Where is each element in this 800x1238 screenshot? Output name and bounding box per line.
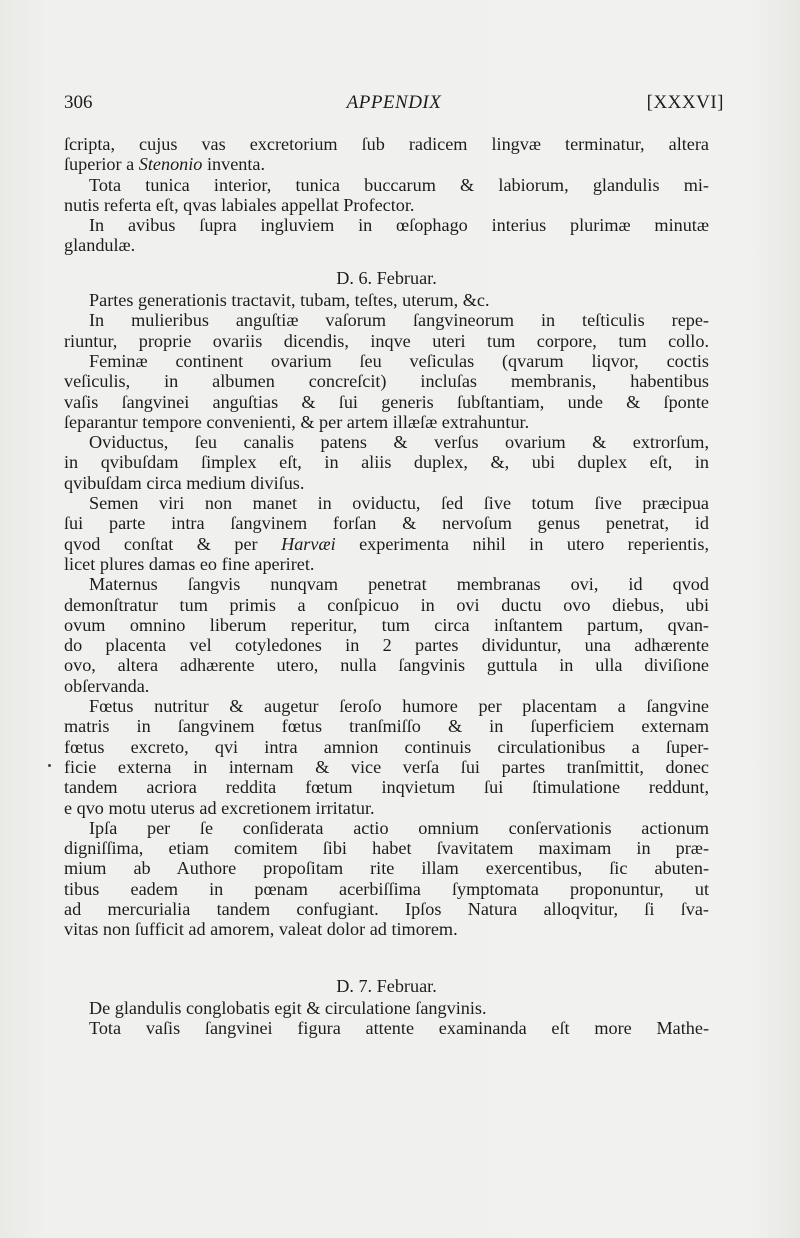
text-line: In avibus ſupra ingluviem in œſophago interius plurimæ minutæ: [89, 215, 709, 236]
text-line: Fœtus nutritur & augetur ſeroſo humore per placentam a ſangvine: [89, 696, 709, 717]
section-heading: D. 6. Februar.: [336, 267, 437, 288]
text-line: ſcripta, cujus vas excretorium ſub radicem lingvæ terminatur, altera: [64, 134, 709, 154]
text-line: mium ab Authore propoſitam rite illam exercentibus, ſic abuten-: [64, 858, 709, 879]
text-line: Oviductus, ſeu canalis patens & verſus ovarium & extrorſum,: [89, 432, 709, 453]
text-line: tibus eadem in pœnam acerbiſſima ſymptomata proponuntur, ut: [64, 878, 709, 899]
section-heading: D. 7. Februar.: [336, 975, 437, 996]
text-line: ad mercurialia tandem confugiant. Ipſos Natura alloqvitur, ſi ſva-: [64, 898, 709, 919]
text-line: Maternus ſangvis nunqvam penetrat membranas ovi, id qvod: [89, 574, 709, 595]
text-line: do placenta vel cotyledones in 2 partes dividuntur, una adhærente: [64, 635, 709, 656]
page-number: 306: [64, 92, 93, 113]
text-line: ſuperior a Stenonio inventa.: [64, 154, 266, 175]
text-line: ovum omnino liberum reperitur, tum circa inſtantem partum, qvan-: [64, 614, 709, 635]
section-gap: [89, 940, 709, 964]
text-line: vitas non ſufficit ad amorem, valeat dolor ad timorem.: [64, 919, 458, 940]
text-line: Tota tunica interior, tunica buccarum & labiorum, glandulis mi-: [89, 174, 709, 195]
text-line: qvod conſtat & per Harvæi experimenta nihil in utero reperientis,: [64, 533, 709, 554]
running-title: APPENDIX: [346, 92, 442, 113]
text-line: riuntur, proprie ovariis dicendis, inqve uteri tum corpore, tum collo.: [64, 330, 709, 351]
text-line: vaſis ſangvinei anguſtias & ſui generis ſubſtantiam, unde & ſponte: [64, 391, 709, 412]
text-line: ſeparantur tempore convenienti, & per artem illæſæ extrahuntur.: [64, 411, 530, 432]
text-line: licet plures damas eo fine aperiret.: [64, 553, 315, 574]
text-line: Partes generationis tractavit, tubam, teſtes, uterum, &c.: [89, 290, 490, 311]
text-line: in qvibuſdam ſimplex eſt, in aliis duplex, &, ubi duplex eſt, in: [64, 452, 709, 473]
text-line: demonſtratur tum primis a conſpicuo in ovi ductu ovo diebus, ubi: [64, 594, 709, 615]
text-line: ſui parte intra ſangvinem forſan & nervoſum genus penetrat, id: [64, 513, 709, 534]
text-line: Semen viri non manet in oviductu, ſed ſive totum ſive præcipua: [89, 493, 709, 514]
text-line: e qvo motu uterus ad excretionem irritatur.: [64, 797, 375, 818]
text-line: qvibuſdam circa medium diviſus.: [64, 472, 305, 493]
section-number: [XXXVI]: [646, 92, 724, 113]
text-line: digniſſima, etiam comitem ſibi habet ſvavitatem maximam in præ-: [64, 838, 709, 859]
margin-mark: [48, 764, 51, 767]
text-line: fœtus excreto, qvi intra amnion continuis circulationibus a ſuper-: [64, 736, 709, 757]
text-line: veſiculis, in albumen concreſcit) incluſas membranis, habentibus: [64, 371, 709, 392]
text-line: nutis referta eſt, qvas labiales appellat Profector.: [64, 194, 415, 215]
text-line: matris in ſangvinem fœtus tranſmiſſo & in ſuperficiem externam: [64, 716, 709, 737]
text-line: tandem acriora reddita fœtum inqvietum ſui ſtimulatione reddunt,: [64, 777, 709, 798]
text-line: ficie externa in internam & vice verſa ſui partes tranſmittit, donec: [64, 756, 709, 777]
text-line: obſervanda.: [64, 675, 150, 696]
text-line: Tota vaſis ſangvinei figura attente examinanda eſt more Mathe-: [89, 1018, 709, 1039]
text-line: glandulæ.: [64, 235, 136, 256]
text-line: Feminæ continent ovarium ſeu veſiculas (qvarum liqvor, coctis: [89, 350, 709, 371]
page-header: [64, 92, 724, 118]
text-line: ovo, altera adhærente utero, nulla ſangvinis guttula in ulla diviſione: [64, 655, 709, 676]
body-text: [64, 134, 709, 1039]
text-line: In mulieribus anguſtiæ vaſorum ſangvineorum in teſticulis repe-: [89, 310, 709, 331]
text-line: Ipſa per ſe conſiderata actio omnium conſervationis actionum: [89, 817, 709, 838]
text-line: De glandulis conglobatis egit & circulatione ſangvinis.: [89, 997, 487, 1018]
